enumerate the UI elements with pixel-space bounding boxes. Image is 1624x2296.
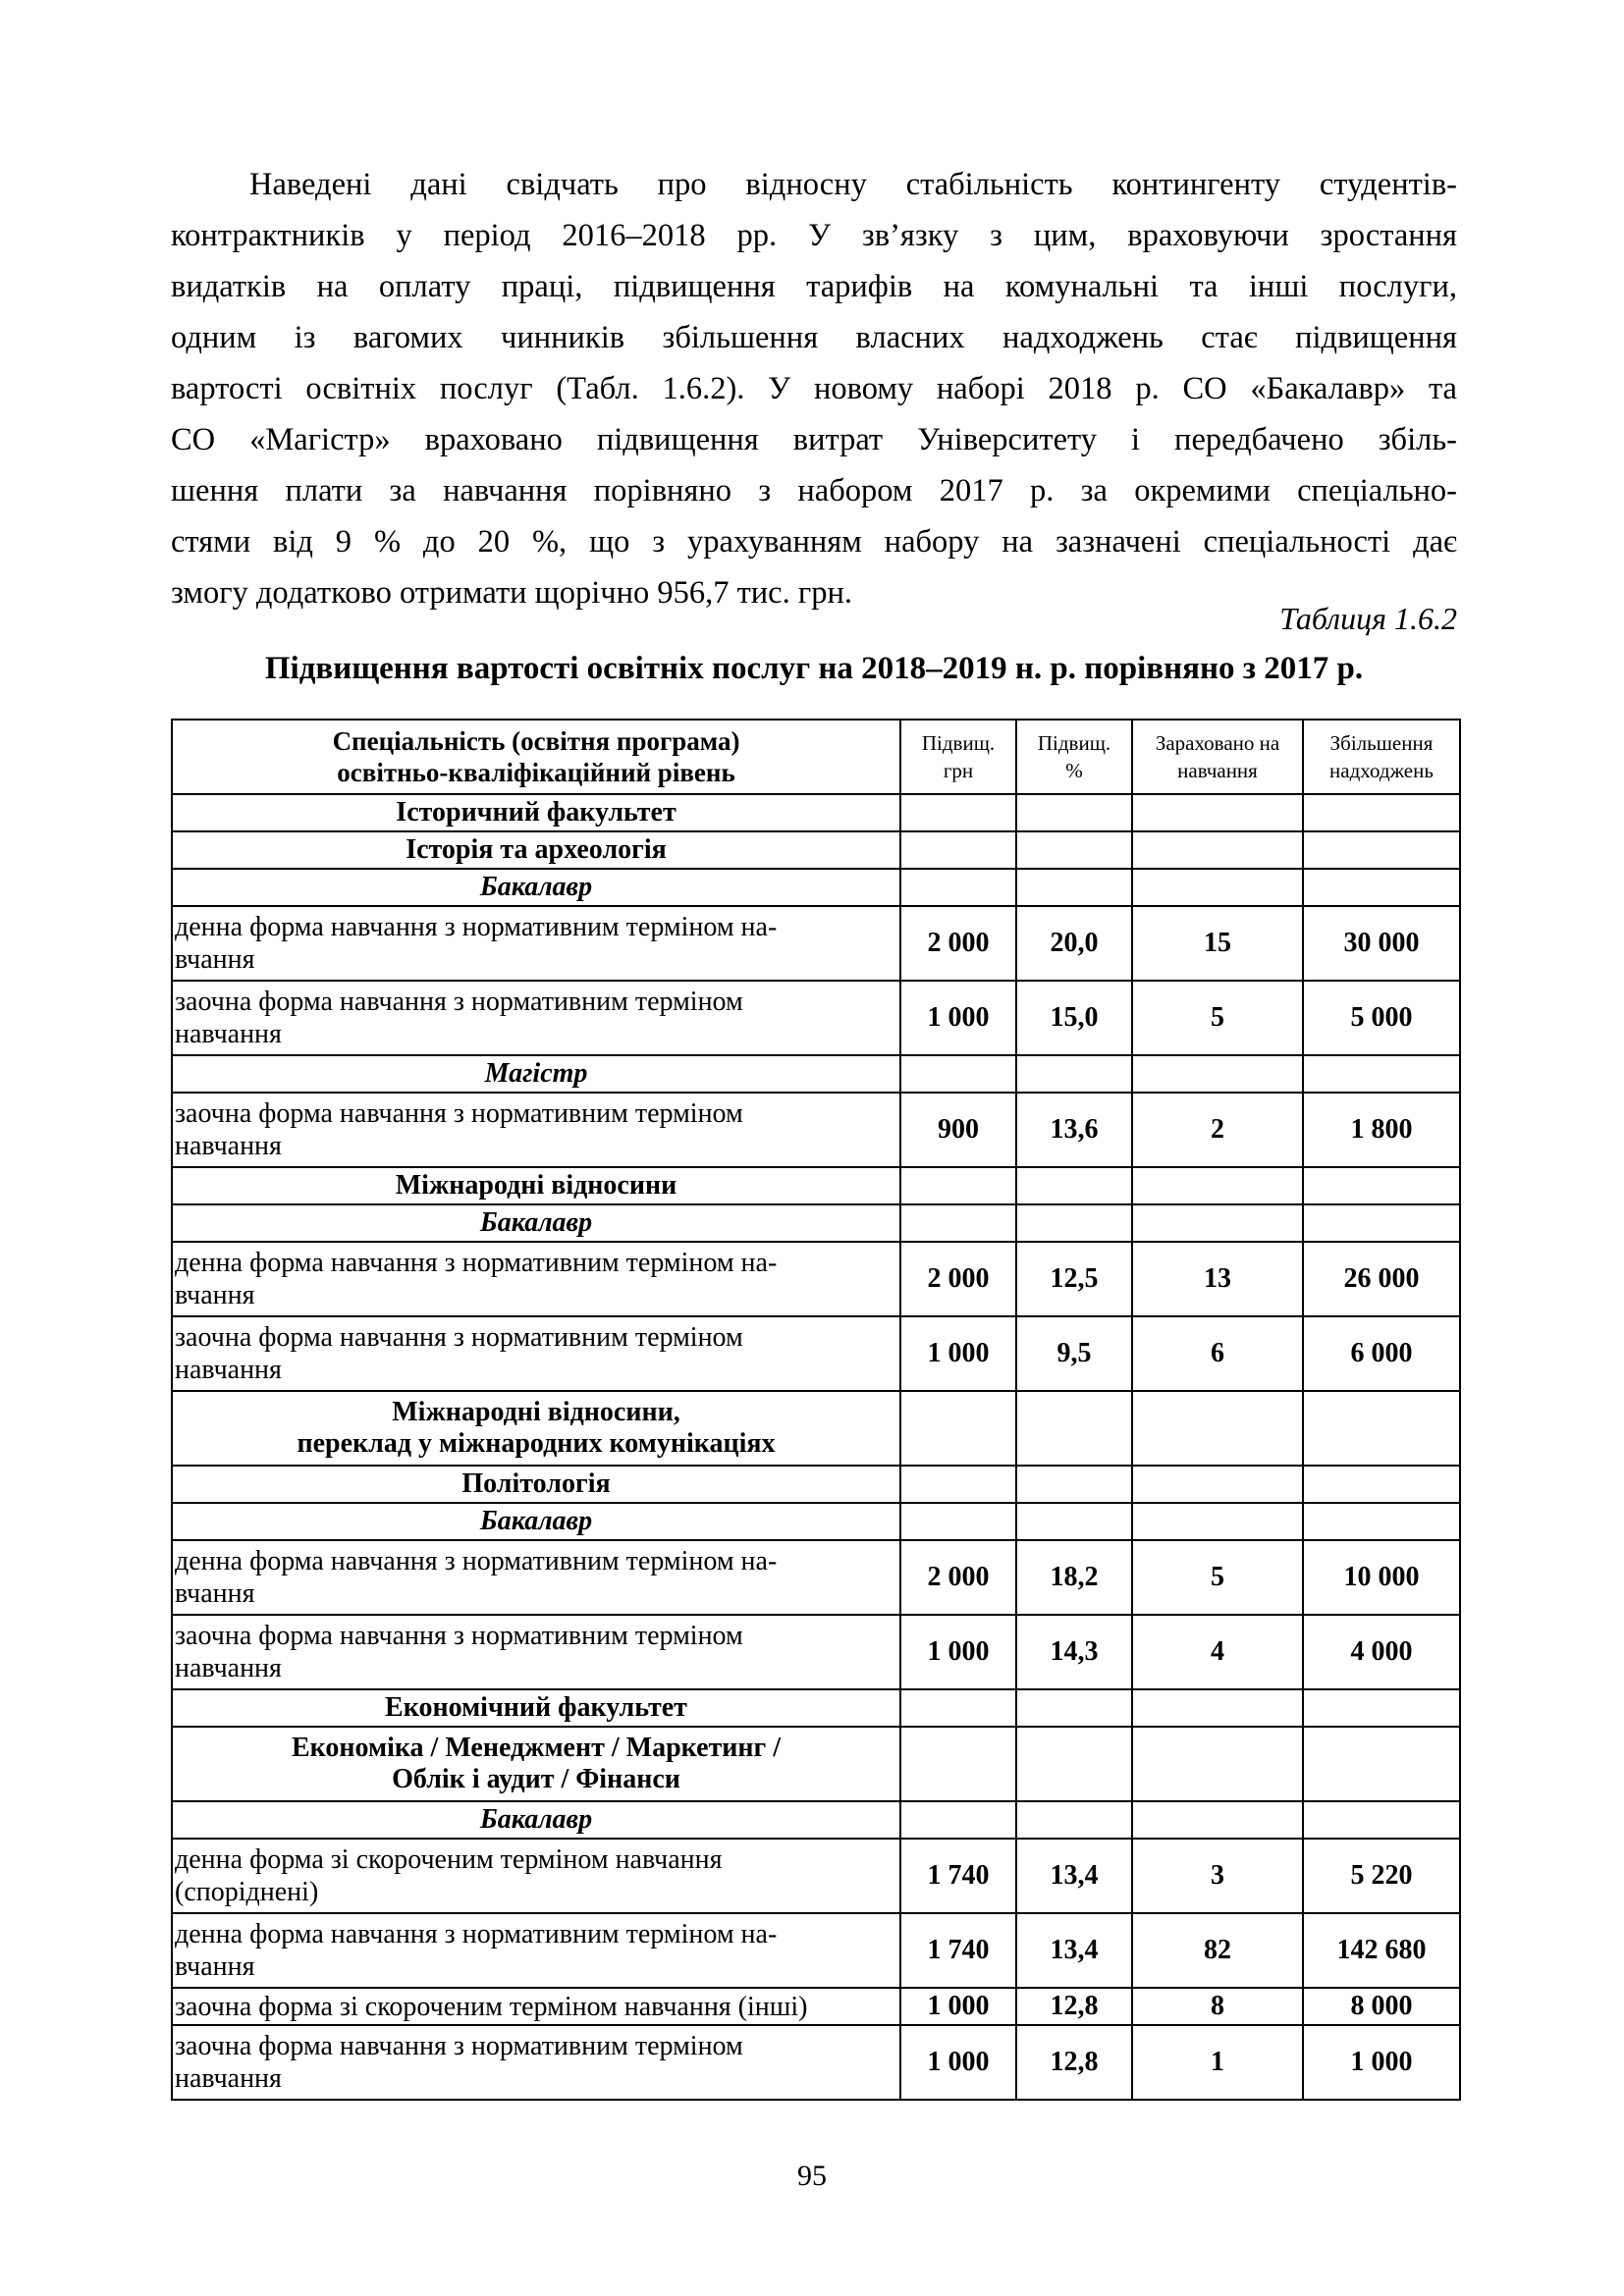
header-enrolled: Зараховано на навчання xyxy=(1132,720,1303,794)
table-row xyxy=(172,2025,1460,2100)
enrolled-cell xyxy=(1132,1055,1303,1093)
degree-heading: Бакалавр xyxy=(172,869,900,906)
increase-pct-cell: 12,8 xyxy=(1016,1988,1132,2025)
enrolled-cell: 5 xyxy=(1132,981,1303,1055)
increase-uah-cell: 1 740 xyxy=(900,1913,1016,1988)
enrolled-cell xyxy=(1132,794,1303,831)
section-heading: Економіка / Менеджмент / Маркетинг / Облік і аудит / Фінанси xyxy=(172,1727,900,1801)
section-heading: Політологія xyxy=(172,1466,900,1503)
increase-pct-cell: 13,4 xyxy=(1016,1913,1132,1988)
increase-uah-cell xyxy=(900,1466,1016,1503)
body-paragraph xyxy=(171,159,1457,618)
increase-uah-cell: 1 000 xyxy=(900,1615,1016,1689)
increase-pct-cell xyxy=(1016,869,1132,906)
increase-pct-cell: 20,0 xyxy=(1016,906,1132,981)
header-specialty: Спеціальність (освітня програма) освітньо-кваліфікаційний рівень xyxy=(172,720,900,794)
table-header-row xyxy=(172,720,1460,794)
degree-heading: Бакалавр xyxy=(172,1801,900,1839)
revenue-increase-cell xyxy=(1303,869,1460,906)
enrolled-cell: 6 xyxy=(1132,1316,1303,1391)
revenue-increase-cell xyxy=(1303,1204,1460,1242)
revenue-increase-cell xyxy=(1303,1466,1460,1503)
page-number: 95 xyxy=(797,2160,827,2192)
enrolled-cell: 3 xyxy=(1132,1839,1303,1913)
enrolled-cell xyxy=(1132,1466,1303,1503)
table-row xyxy=(172,1242,1460,1316)
revenue-increase-cell xyxy=(1303,1689,1460,1727)
increase-pct-cell xyxy=(1016,1689,1132,1727)
enrolled-cell xyxy=(1132,1204,1303,1242)
increase-pct-cell: 14,3 xyxy=(1016,1615,1132,1689)
study-form: денна форма навчання з нормативним терміном на- вчання xyxy=(172,1540,900,1615)
increase-uah-cell: 1 000 xyxy=(900,1316,1016,1391)
increase-uah-cell xyxy=(900,1689,1016,1727)
enrolled-cell xyxy=(1132,1689,1303,1727)
study-form: денна форма навчання з нормативним терміном на- вчання xyxy=(172,906,900,981)
table-row xyxy=(172,1167,1460,1204)
degree-heading: Бакалавр xyxy=(172,1204,900,1242)
enrolled-cell: 2 xyxy=(1132,1093,1303,1167)
revenue-increase-cell xyxy=(1303,831,1460,869)
increase-uah-cell xyxy=(900,1727,1016,1801)
increase-pct-cell xyxy=(1016,794,1132,831)
increase-pct-cell: 15,0 xyxy=(1016,981,1132,1055)
increase-pct-cell xyxy=(1016,1503,1132,1540)
revenue-increase-cell xyxy=(1303,1801,1460,1839)
header-revenue-increase: Збільшення надходжень xyxy=(1303,720,1460,794)
table-row xyxy=(172,1466,1460,1503)
enrolled-cell xyxy=(1132,831,1303,869)
increase-pct-cell xyxy=(1016,831,1132,869)
enrolled-cell xyxy=(1132,1801,1303,1839)
increase-pct-cell xyxy=(1016,1391,1132,1466)
table-row xyxy=(172,1988,1460,2025)
revenue-increase-cell xyxy=(1303,1503,1460,1540)
enrolled-cell xyxy=(1132,1503,1303,1540)
table-row xyxy=(172,1839,1460,1913)
table-title: Підвищення вартості освітніх послуг на 2018–2019 н. р. порівняно з 2017 р. xyxy=(264,651,1364,686)
increase-uah-cell xyxy=(900,1055,1016,1093)
increase-uah-cell xyxy=(900,1167,1016,1204)
study-form: денна форма навчання з нормативним терміном на- вчання xyxy=(172,1913,900,1988)
revenue-increase-cell: 1 800 xyxy=(1303,1093,1460,1167)
revenue-increase-cell xyxy=(1303,1167,1460,1204)
table-row xyxy=(172,981,1460,1055)
increase-uah-cell: 1 000 xyxy=(900,981,1016,1055)
increase-pct-cell xyxy=(1016,1727,1132,1801)
paragraph-line: змогу додатково отримати щорічно 956,7 тис. грн. xyxy=(171,575,852,611)
table-row xyxy=(172,1204,1460,1242)
paragraph-line: стями від 9 % до 20 %, що з урахуванням набору на зазначені спеціальності дає xyxy=(171,524,1457,560)
increase-pct-cell xyxy=(1016,1801,1132,1839)
table-row xyxy=(172,1913,1460,1988)
increase-pct-cell xyxy=(1016,1055,1132,1093)
table-row xyxy=(172,869,1460,906)
section-heading: Міжнародні відносини xyxy=(172,1167,900,1204)
revenue-increase-cell xyxy=(1303,1727,1460,1801)
header-increase-uah: Підвищ. грн xyxy=(900,720,1016,794)
increase-uah-cell: 1 740 xyxy=(900,1839,1016,1913)
revenue-increase-cell: 6 000 xyxy=(1303,1316,1460,1391)
revenue-increase-cell: 26 000 xyxy=(1303,1242,1460,1316)
study-form: заочна форма навчання з нормативним терміном навчання xyxy=(172,1615,900,1689)
table-row xyxy=(172,1391,1460,1466)
increase-uah-cell xyxy=(900,1391,1016,1466)
increase-pct-cell: 13,6 xyxy=(1016,1093,1132,1167)
increase-uah-cell xyxy=(900,831,1016,869)
enrolled-cell xyxy=(1132,1391,1303,1466)
increase-uah-cell xyxy=(900,1801,1016,1839)
increase-uah-cell xyxy=(900,794,1016,831)
paragraph-line: одним із вагомих чинників збільшення власних надходжень стає підвищення xyxy=(171,320,1457,355)
increase-uah-cell: 1 000 xyxy=(900,1988,1016,2025)
increase-uah-cell: 2 000 xyxy=(900,1242,1016,1316)
revenue-increase-cell: 4 000 xyxy=(1303,1615,1460,1689)
revenue-increase-cell: 30 000 xyxy=(1303,906,1460,981)
increase-pct-cell xyxy=(1016,1204,1132,1242)
increase-uah-cell xyxy=(900,1503,1016,1540)
increase-uah-cell xyxy=(900,869,1016,906)
enrolled-cell xyxy=(1132,1167,1303,1204)
section-heading: Міжнародні відносини, переклад у міжнародних комунікаціях xyxy=(172,1391,900,1466)
revenue-increase-cell: 1 000 xyxy=(1303,2025,1460,2100)
enrolled-cell: 15 xyxy=(1132,906,1303,981)
table-row xyxy=(172,1093,1460,1167)
section-heading: Історичний факультет xyxy=(172,794,900,831)
table-number: Таблиця 1.6.2 xyxy=(1279,601,1457,636)
header-increase-pct: Підвищ. % xyxy=(1016,720,1132,794)
table-row xyxy=(172,1503,1460,1540)
increase-uah-cell: 1 000 xyxy=(900,2025,1016,2100)
section-heading: Історія та археологія xyxy=(172,831,900,869)
paragraph-line: видатків на оплату праці, підвищення тарифів на комунальні та інші послуги, xyxy=(171,269,1457,304)
enrolled-cell: 5 xyxy=(1132,1540,1303,1615)
degree-heading: Магістр xyxy=(172,1055,900,1093)
increase-uah-cell: 2 000 xyxy=(900,906,1016,981)
enrolled-cell xyxy=(1132,1727,1303,1801)
study-form: заочна форма навчання з нормативним терміном навчання xyxy=(172,2025,900,2100)
increase-uah-cell: 2 000 xyxy=(900,1540,1016,1615)
study-form: денна форма зі скороченим терміном навчання (споріднені) xyxy=(172,1839,900,1913)
degree-heading: Бакалавр xyxy=(172,1503,900,1540)
enrolled-cell: 8 xyxy=(1132,1988,1303,2025)
study-form: заочна форма навчання з нормативним терміном навчання xyxy=(172,1093,900,1167)
increase-pct-cell: 12,8 xyxy=(1016,2025,1132,2100)
enrolled-cell: 1 xyxy=(1132,2025,1303,2100)
enrolled-cell: 13 xyxy=(1132,1242,1303,1316)
table-row xyxy=(172,831,1460,869)
paragraph-line: шення плати за навчання порівняно з набором 2017 р. за окремими спеціально- xyxy=(171,473,1457,508)
increase-pct-cell: 9,5 xyxy=(1016,1316,1132,1391)
increase-uah-cell: 900 xyxy=(900,1093,1016,1167)
increase-pct-cell xyxy=(1016,1466,1132,1503)
table-row xyxy=(172,1689,1460,1727)
study-form: заочна форма зі скороченим терміном навчання (інші) xyxy=(172,1988,900,2025)
revenue-increase-cell: 10 000 xyxy=(1303,1540,1460,1615)
table-row xyxy=(172,794,1460,831)
table-row xyxy=(172,1540,1460,1615)
increase-pct-cell: 18,2 xyxy=(1016,1540,1132,1615)
study-form: заочна форма навчання з нормативним терміном навчання xyxy=(172,981,900,1055)
section-heading: Економічний факультет xyxy=(172,1689,900,1727)
paragraph-line: СО «Магістр» враховано підвищення витрат Університету і передбачено збіль- xyxy=(171,422,1457,457)
enrolled-cell: 82 xyxy=(1132,1913,1303,1988)
table-row xyxy=(172,1727,1460,1801)
revenue-increase-cell xyxy=(1303,1055,1460,1093)
revenue-increase-cell: 5 000 xyxy=(1303,981,1460,1055)
increase-pct-cell xyxy=(1016,1167,1132,1204)
table-row xyxy=(172,906,1460,981)
increase-uah-cell xyxy=(900,1204,1016,1242)
table-row xyxy=(172,1316,1460,1391)
revenue-increase-cell: 142 680 xyxy=(1303,1913,1460,1988)
price-increase-table xyxy=(171,719,1461,2101)
enrolled-cell xyxy=(1132,869,1303,906)
paragraph-line: Наведені дані свідчать про відносну стабільність контингенту студентів- xyxy=(249,167,1457,202)
revenue-increase-cell: 8 000 xyxy=(1303,1988,1460,2025)
enrolled-cell: 4 xyxy=(1132,1615,1303,1689)
study-form: заочна форма навчання з нормативним терміном навчання xyxy=(172,1316,900,1391)
increase-pct-cell: 13,4 xyxy=(1016,1839,1132,1913)
increase-pct-cell: 12,5 xyxy=(1016,1242,1132,1316)
paragraph-line: вартості освітніх послуг (Табл. 1.6.2). У новому наборі 2018 р. СО «Бакалавр» та xyxy=(171,371,1457,406)
table-row xyxy=(172,1055,1460,1093)
revenue-increase-cell xyxy=(1303,1391,1460,1466)
study-form: денна форма навчання з нормативним терміном на- вчання xyxy=(172,1242,900,1316)
revenue-increase-cell: 5 220 xyxy=(1303,1839,1460,1913)
revenue-increase-cell xyxy=(1303,794,1460,831)
paragraph-line: контрактників у період 2016–2018 рр. У зв’язку з цим, враховуючи зростання xyxy=(171,218,1457,253)
table-row xyxy=(172,1615,1460,1689)
table-row xyxy=(172,1801,1460,1839)
